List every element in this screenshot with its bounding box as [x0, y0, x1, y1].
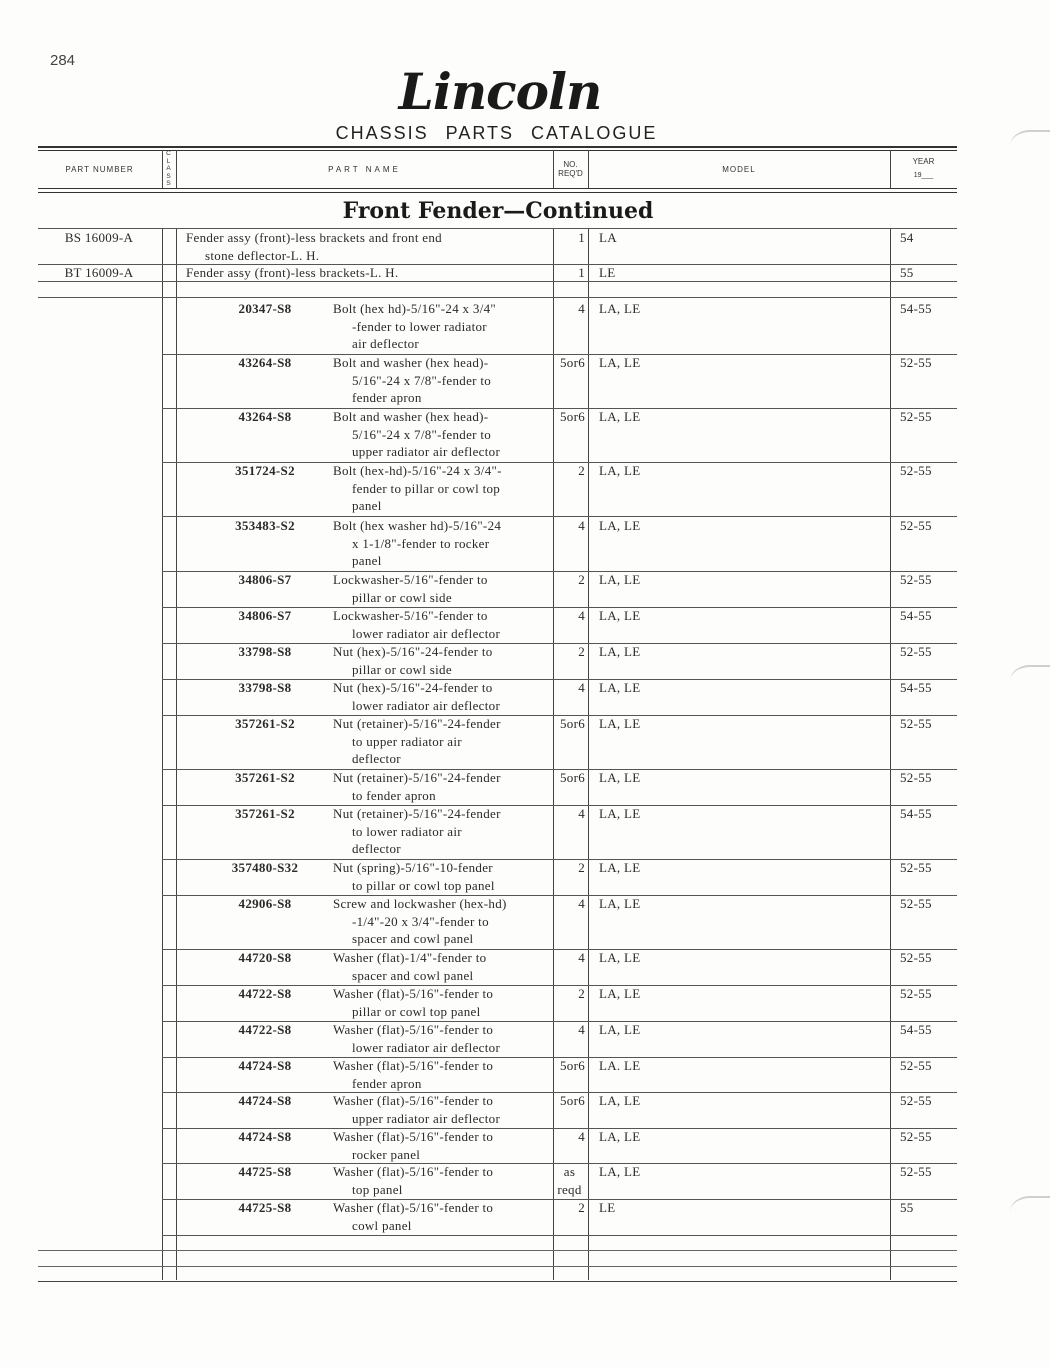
model: LA, LE — [599, 1164, 641, 1179]
part-number: 44722-S8 — [238, 1022, 292, 1037]
part-name-line: Washer (flat)-1/4"-fender to — [333, 950, 487, 965]
part-name — [333, 949, 557, 984]
model: LA, LE — [599, 301, 641, 316]
class-header-letter: C — [166, 150, 171, 158]
part-name-line: Washer (flat)-5/16"-fender to — [333, 1164, 494, 1179]
part-name-line: -1/4"-20 x 3/4"-fender to — [352, 913, 489, 929]
year: 52-55 — [900, 770, 932, 785]
header-divider — [553, 150, 554, 188]
part-number: 44720-S8 — [238, 950, 292, 965]
page-edge-mark — [1010, 1196, 1050, 1228]
year: 54-55 — [900, 1022, 932, 1037]
qty-required: 4 — [578, 608, 585, 623]
part-number: 357261-S2 — [235, 770, 295, 785]
part-name-line: rocker panel — [352, 1146, 421, 1162]
part-name — [333, 408, 557, 461]
part-name-line: 5/16"-24 x 7/8"-fender to — [352, 372, 492, 388]
part-name-line: fender apron — [352, 390, 422, 405]
part-name-line: stone deflector-L. H. — [205, 247, 320, 263]
year: 52-55 — [900, 572, 932, 587]
model: LA, LE — [599, 518, 641, 533]
part-number: 357261-S2 — [235, 806, 295, 821]
part-name — [333, 985, 557, 1020]
row-divider — [38, 228, 957, 229]
part-name — [333, 1057, 557, 1092]
model: LA, LE — [599, 644, 641, 659]
part-name-line: Lockwasher-5/16"-fender to — [333, 608, 488, 623]
part-number: 353483-S2 — [235, 518, 295, 533]
part-number: 357261-S2 — [235, 716, 295, 731]
year: 55 — [900, 265, 914, 280]
part-name-line: Nut (hex)-5/16"-24-fender to — [333, 644, 493, 659]
qty-required: 5or6 — [559, 355, 585, 370]
year: 55 — [900, 1200, 914, 1215]
column-header-qty — [553, 150, 588, 188]
model: LA, LE — [599, 986, 641, 1001]
part-name — [333, 679, 557, 714]
qty-required: 5or6 — [559, 1058, 585, 1073]
part-name-line: upper radiator air deflector — [352, 444, 501, 459]
part-number: BT 16009-A — [64, 265, 134, 280]
year-header-label: YEAR — [912, 157, 935, 166]
part-name-line: Bolt (hex-hd)-5/16"-24 x 3/4"- — [333, 463, 502, 478]
qty-required: 5or6 — [559, 770, 585, 785]
qty-header-line1: NO. — [563, 160, 578, 169]
part-name-line: lower radiator air deflector — [352, 1039, 501, 1055]
part-name-line: 5/16"-24 x 7/8"-fender to — [352, 426, 492, 442]
part-number: 43264-S8 — [238, 355, 292, 370]
column-divider — [176, 228, 177, 1280]
part-name-line: Bolt and washer (hex head)- — [333, 409, 489, 424]
part-name-line: fender apron — [352, 1075, 422, 1091]
part-name-line: to pillar or cowl top panel — [352, 877, 495, 893]
header-top-rule — [38, 146, 957, 148]
part-name-line: Bolt (hex hd)-5/16"-24 x 3/4" — [333, 301, 497, 316]
table-bottom-rule — [38, 1281, 957, 1282]
qty-required: 4 — [578, 301, 585, 316]
part-name-line: pillar or cowl side — [352, 661, 452, 677]
part-name-line: Washer (flat)-5/16"-fender to — [333, 1200, 494, 1215]
part-name — [186, 229, 552, 264]
part-name-line: Fender assy (front)-less brackets-L. H. — [186, 265, 399, 280]
class-header-letter: A — [166, 165, 171, 173]
class-header-letter: S — [166, 180, 171, 188]
model: LE — [599, 1200, 616, 1215]
part-name — [333, 769, 557, 804]
part-number: 34806-S7 — [238, 608, 292, 623]
part-name-line: cowl panel — [352, 1217, 412, 1233]
model: LA, LE — [599, 463, 641, 478]
year: 54-55 — [900, 680, 932, 695]
page-number: 284 — [50, 52, 76, 69]
part-name — [333, 1092, 557, 1127]
header-divider — [176, 150, 177, 188]
class-header-letter: L — [166, 157, 171, 165]
part-number: 34806-S7 — [238, 572, 292, 587]
part-name-line: to upper radiator air — [352, 733, 462, 749]
column-header-year — [890, 150, 957, 188]
part-name — [333, 715, 557, 768]
model: LA, LE — [599, 950, 641, 965]
model: LA, LE — [599, 1129, 641, 1144]
qty-required: 4 — [578, 1022, 585, 1037]
part-name-line: panel — [352, 498, 382, 513]
part-name — [333, 517, 557, 570]
year: 52-55 — [900, 716, 932, 731]
qty-required: as reqd — [557, 1164, 582, 1197]
qty-required: 4 — [578, 518, 585, 533]
part-name — [333, 1199, 557, 1234]
catalogue-title: CHASSIS PARTS CATALOGUE — [335, 123, 658, 143]
part-number: 44725-S8 — [238, 1164, 292, 1179]
part-name-line: Washer (flat)-5/16"-fender to — [333, 1058, 494, 1073]
qty-required: 4 — [578, 680, 585, 695]
model: LA, LE — [599, 572, 641, 587]
model: LA, LE — [599, 680, 641, 695]
part-name-line: panel — [352, 553, 382, 568]
qty-required: 5or6 — [559, 1093, 585, 1108]
model: LA, LE — [599, 806, 641, 821]
part-name — [333, 643, 557, 678]
part-number: 33798-S8 — [238, 680, 292, 695]
column-divider — [588, 228, 589, 1280]
part-name-line: -fender to lower radiator — [352, 318, 487, 334]
part-name-line: spacer and cowl panel — [352, 931, 474, 946]
part-name-line: deflector — [352, 841, 401, 856]
part-number: 44725-S8 — [238, 1200, 292, 1215]
part-name-line: upper radiator air deflector — [352, 1110, 501, 1126]
column-header-class — [162, 150, 175, 188]
column-divider — [162, 228, 163, 1280]
part-name-line: Washer (flat)-5/16"-fender to — [333, 1129, 494, 1144]
model: LA, LE — [599, 608, 641, 623]
part-number: 351724-S2 — [235, 463, 295, 478]
part-name — [186, 264, 552, 282]
row-divider — [162, 1235, 957, 1236]
header-divider — [162, 150, 163, 188]
part-name-line: to lower radiator air — [352, 823, 462, 839]
year: 54 — [900, 230, 914, 245]
year: 54-55 — [900, 806, 932, 821]
year: 54-55 — [900, 301, 932, 316]
year: 54-55 — [900, 608, 932, 623]
qty-header-line2: REQ'D — [558, 169, 583, 178]
part-name — [333, 895, 557, 948]
column-header-part-number: PART NUMBER — [65, 164, 134, 174]
part-name — [333, 805, 557, 858]
year: 52-55 — [900, 1129, 932, 1144]
part-name — [333, 462, 557, 515]
qty-required: 4 — [578, 896, 585, 911]
qty-required: 5or6 — [559, 716, 585, 731]
year: 52-55 — [900, 1093, 932, 1108]
year: 52-55 — [900, 1058, 932, 1073]
header-bottom-rule-thin — [38, 192, 957, 193]
part-number: 43264-S8 — [238, 409, 292, 424]
model: LA, LE — [599, 770, 641, 785]
class-header-letter: S — [166, 172, 171, 180]
part-number: 33798-S8 — [238, 644, 292, 659]
part-number: 44724-S8 — [238, 1129, 292, 1144]
part-name-line: air deflector — [352, 336, 420, 351]
part-name — [333, 1163, 557, 1198]
part-name-line: Nut (retainer)-5/16"-24-fender — [333, 806, 501, 821]
qty-required: 4 — [578, 950, 585, 965]
part-name — [333, 1128, 557, 1163]
table-bottom-rule — [38, 1266, 957, 1267]
year: 52-55 — [900, 896, 932, 911]
part-name-line: deflector — [352, 751, 401, 766]
part-name-line: Screw and lockwasher (hex-hd) — [333, 896, 507, 911]
part-name — [333, 1021, 557, 1056]
column-header-part-name: PART NAME — [328, 164, 401, 174]
section-title: Front Fender—Continued — [342, 198, 654, 224]
part-number: 44724-S8 — [238, 1058, 292, 1073]
year: 52-55 — [900, 355, 932, 370]
year: 52-55 — [900, 409, 932, 424]
part-name-line: pillar or cowl top panel — [352, 1003, 481, 1019]
page-edge-mark — [1010, 665, 1050, 697]
qty-required: 2 — [578, 463, 585, 478]
model: LA, LE — [599, 896, 641, 911]
part-name-line: Fender assy (front)-less brackets and front end — [186, 230, 442, 245]
model: LA, LE — [599, 716, 641, 731]
lincoln-logo: Lincoln — [398, 62, 602, 121]
part-number: 44724-S8 — [238, 1093, 292, 1108]
model: LE — [599, 265, 616, 280]
part-name-line: Nut (retainer)-5/16"-24-fender — [333, 716, 501, 731]
qty-required: 4 — [578, 1129, 585, 1144]
year: 52-55 — [900, 644, 932, 659]
header-divider — [890, 150, 891, 188]
year: 52-55 — [900, 1164, 932, 1179]
header-bottom-rule — [38, 188, 957, 189]
year: 52-55 — [900, 986, 932, 1001]
part-name-line: Bolt (hex washer hd)-5/16"-24 — [333, 518, 502, 533]
row-divider — [38, 297, 957, 298]
year: 52-55 — [900, 950, 932, 965]
model: LA, LE — [599, 860, 641, 875]
row-divider — [38, 281, 957, 282]
part-name — [333, 607, 557, 642]
model: LA — [599, 230, 617, 245]
qty-required: 2 — [578, 572, 585, 587]
part-number: 20347-S8 — [238, 301, 292, 316]
year-header-prefix: 19___ — [913, 172, 934, 179]
part-name-line: Washer (flat)-5/16"-fender to — [333, 1093, 494, 1108]
year: 52-55 — [900, 860, 932, 875]
part-name-line: to fender apron — [352, 787, 436, 803]
page-edge-mark — [1010, 130, 1050, 162]
qty-required: 4 — [578, 806, 585, 821]
part-name-line: Bolt and washer (hex head)- — [333, 355, 489, 370]
part-name-line: fender to pillar or cowl top — [352, 480, 501, 496]
part-name-line: Washer (flat)-5/16"-fender to — [333, 1022, 494, 1037]
qty-required: 1 — [578, 230, 585, 245]
part-name-line: lower radiator air deflector — [352, 625, 501, 641]
part-number: 42906-S8 — [238, 896, 292, 911]
column-header-model: MODEL — [722, 164, 756, 174]
qty-required: 2 — [578, 1200, 585, 1215]
part-name-line: spacer and cowl panel — [352, 967, 474, 983]
part-name — [333, 354, 557, 407]
qty-required: 2 — [578, 986, 585, 1001]
model: LA, LE — [599, 409, 641, 424]
part-name-line: Lockwasher-5/16"-fender to — [333, 572, 488, 587]
column-divider — [890, 228, 891, 1280]
year: 52-55 — [900, 463, 932, 478]
part-name-line: top panel — [352, 1181, 403, 1197]
part-name — [333, 859, 557, 894]
part-name-line: Washer (flat)-5/16"-fender to — [333, 986, 494, 1001]
qty-required: 5or6 — [559, 409, 585, 424]
table-bottom-rule — [38, 1250, 957, 1251]
header-divider — [588, 150, 589, 188]
part-name — [333, 300, 557, 353]
part-name-line: Nut (spring)-5/16"-10-fender — [333, 860, 493, 875]
part-name-line: Nut (hex)-5/16"-24-fender to — [333, 680, 493, 695]
model: LA. LE — [599, 1058, 641, 1073]
model: LA, LE — [599, 1022, 641, 1037]
part-number: 44722-S8 — [238, 986, 292, 1001]
qty-required: 2 — [578, 644, 585, 659]
qty-required: 1 — [578, 265, 585, 280]
part-name-line: pillar or cowl side — [352, 589, 452, 605]
part-name-line: Nut (retainer)-5/16"-24-fender — [333, 770, 501, 785]
model: LA, LE — [599, 355, 641, 370]
qty-required: 2 — [578, 860, 585, 875]
model: LA, LE — [599, 1093, 641, 1108]
part-name — [333, 571, 557, 606]
part-name-line: x 1-1/8"-fender to rocker — [352, 535, 490, 551]
year: 52-55 — [900, 518, 932, 533]
part-number: BS 16009-A — [64, 230, 134, 245]
part-name-line: lower radiator air deflector — [352, 697, 501, 713]
part-number: 357480-S32 — [231, 860, 299, 875]
